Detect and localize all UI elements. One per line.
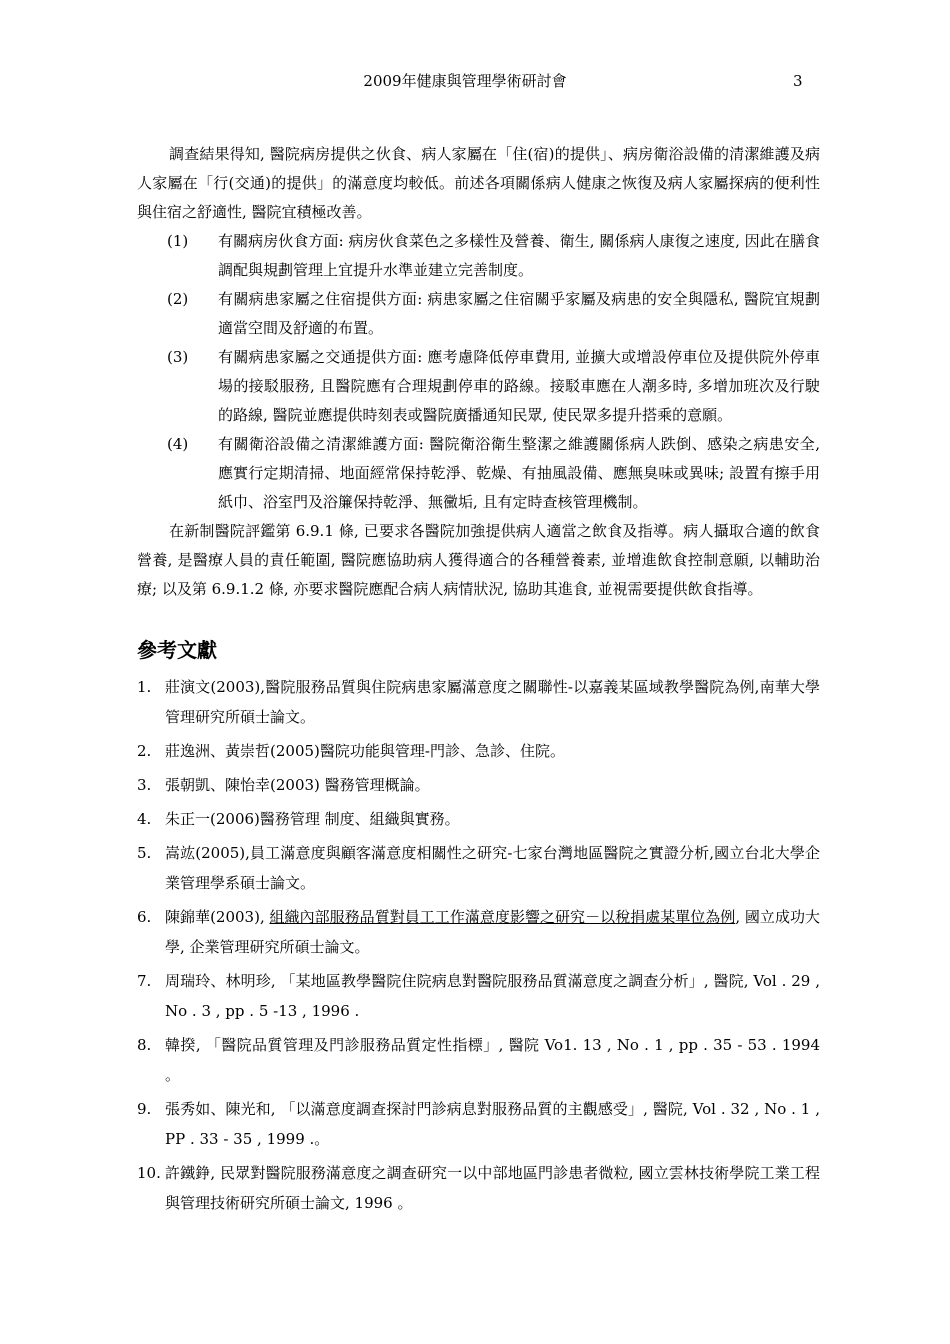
list-item (137, 227, 820, 285)
reference-text-pre: 陳錦華(2003), (165, 908, 270, 926)
body-content (137, 140, 820, 1222)
reference-text: 嵩竑(2005),員工滿意度與顧客滿意度相關性之研究-七家台灣地區醫院之實證分析,國立台北大學企業管理學系碩士論文。 (165, 844, 820, 892)
reference-underlined-title: 組織內部服務品質對員工工作滿意度影響之研究－以稅捐處某單位為例 (269, 908, 736, 926)
references-list (137, 672, 820, 1218)
reference-number: 7. (137, 972, 152, 990)
list-item-marker: (1) (167, 232, 189, 250)
reference-item (137, 804, 820, 834)
list-item-marker: (3) (167, 348, 189, 366)
reference-item (137, 736, 820, 766)
reference-item (137, 770, 820, 800)
reference-number: 3. (137, 776, 152, 794)
reference-number: 1. (137, 678, 152, 696)
reference-text: 周瑞玲、林明珍, 「某地區教學醫院住院病息對醫院服務品質滿意度之調查分析」, 醫院, Vol . 29 , No . 3 , pp . 5 -13 , 1996 . (165, 972, 820, 1020)
list-item-marker: (2) (167, 290, 189, 308)
reference-item (137, 838, 820, 898)
reference-number: 9. (137, 1100, 152, 1118)
reference-text: 張朝凱、陳怡幸(2003) 醫務管理概論。 (165, 776, 430, 794)
reference-text: 朱正一(2006)醫務管理 制度、組織與實務。 (165, 810, 460, 828)
reference-item (137, 672, 820, 732)
closing-paragraph: 在新制醫院評鑑第 6.9.1 條, 已要求各醫院加強提供病人適當之飲食及指導。病人攝取合適的飲食營養, 是醫療人員的責任範圍, 醫院應協助病人獲得適合的各種營養素, 並增進飲食控制意願, 以輔助治療; 以及第 6.9.1.2 條, 亦要求醫院應配合病人病情狀況, 協助其進食, 並視需要提供飲食指導。 (137, 522, 820, 598)
list-item-text: 有關病患家屬之交通提供方面: 應考慮降低停車費用, 並擴大或增設停車位及提供院外停車場的接駁服務, 且醫院應有合理規劃停車的路線。接駁車應在人潮多時, 多增加班次及行駛的路線, 醫院並應提供時刻表或醫院廣播通知民眾, 使民眾多提升搭乘的意願。 (218, 348, 820, 424)
reference-item (137, 1158, 820, 1218)
list-item (137, 430, 820, 517)
reference-number: 8. (137, 1036, 152, 1054)
reference-text: 莊演文(2003),醫院服務品質與住院病患家屬滿意度之關聯性-以嘉義某區域教學醫院為例,南華大學管理研究所碩士論文。 (165, 678, 820, 726)
reference-text: 莊逸洲、黃崇哲(2005)醫院功能與管理-門診、急診、住院。 (165, 742, 565, 760)
header-title: 2009年健康與管理學術研討會 (363, 72, 567, 90)
reference-item (137, 902, 820, 962)
list-item-text: 有關病患家屬之住宿提供方面: 病患家屬之住宿關乎家屬及病患的安全與隱私, 醫院宜規劃適當空間及舒適的布置。 (218, 290, 820, 337)
reference-text: 許鐵錚, 民眾對醫院服務滿意度之調查研究一以中部地區門診患者微粒, 國立雲林技術學院工業工程與管理技術研究所碩士論文, 1996 。 (165, 1164, 820, 1212)
reference-number: 10. (137, 1164, 161, 1182)
list-item (137, 285, 820, 343)
page-number: 3 (793, 72, 803, 90)
references-heading: 參考文獻 (137, 638, 217, 662)
reference-number: 5. (137, 844, 152, 862)
list-item (137, 343, 820, 430)
reference-text: 張秀如、陳光和, 「以滿意度調查探討門診病息對服務品質的主觀感受」, 醫院, Vol . 32 , No . 1 , PP . 33 - 35 , 1999 .。 (165, 1100, 820, 1148)
list-item-text: 有關衛浴設備之清潔維護方面: 醫院衛浴衛生整潔之維護關係病人跌倒、感染之病患安全, 應實行定期清掃、地面經常保持乾淨、乾燥、有抽風設備、應無臭味或異味; 設置有擦手用紙巾、浴室門及浴簾保持乾淨、無黴垢, 且有定時查核管理機制。 (218, 435, 820, 511)
reference-number: 6. (137, 908, 152, 926)
reference-item (137, 1094, 820, 1154)
reference-item (137, 1030, 820, 1090)
list-item-text: 有關病房伙食方面: 病房伙食菜色之多樣性及營養、衛生, 關係病人康復之速度, 因此在膳食調配與規劃管理上宜提升水準並建立完善制度。 (218, 232, 820, 279)
reference-text-post: , 國立成功大學, 企業管理研究所碩士論文。 (165, 908, 820, 956)
reference-number: 2. (137, 742, 152, 760)
reference-item (137, 966, 820, 1026)
list-item-marker: (4) (167, 435, 189, 453)
reference-text: 韓揆, 「醫院品質管理及門診服務品質定性指標」, 醫院 Vo1. 13 , No . 1 , pp . 35 - 53 . 1994 。 (165, 1036, 820, 1084)
reference-number: 4. (137, 810, 152, 828)
intro-paragraph: 調查結果得知, 醫院病房提供之伙食、病人家屬在「住(宿)的提供」、病房衛浴設備的清潔維護及病人家屬在「行(交通)的提供」的滿意度均較低。前述各項關係病人健康之恢復及病人家屬探病的便利性與住宿之舒適性, 醫院宜積極改善。 (137, 145, 820, 221)
recommendation-list (137, 227, 820, 517)
